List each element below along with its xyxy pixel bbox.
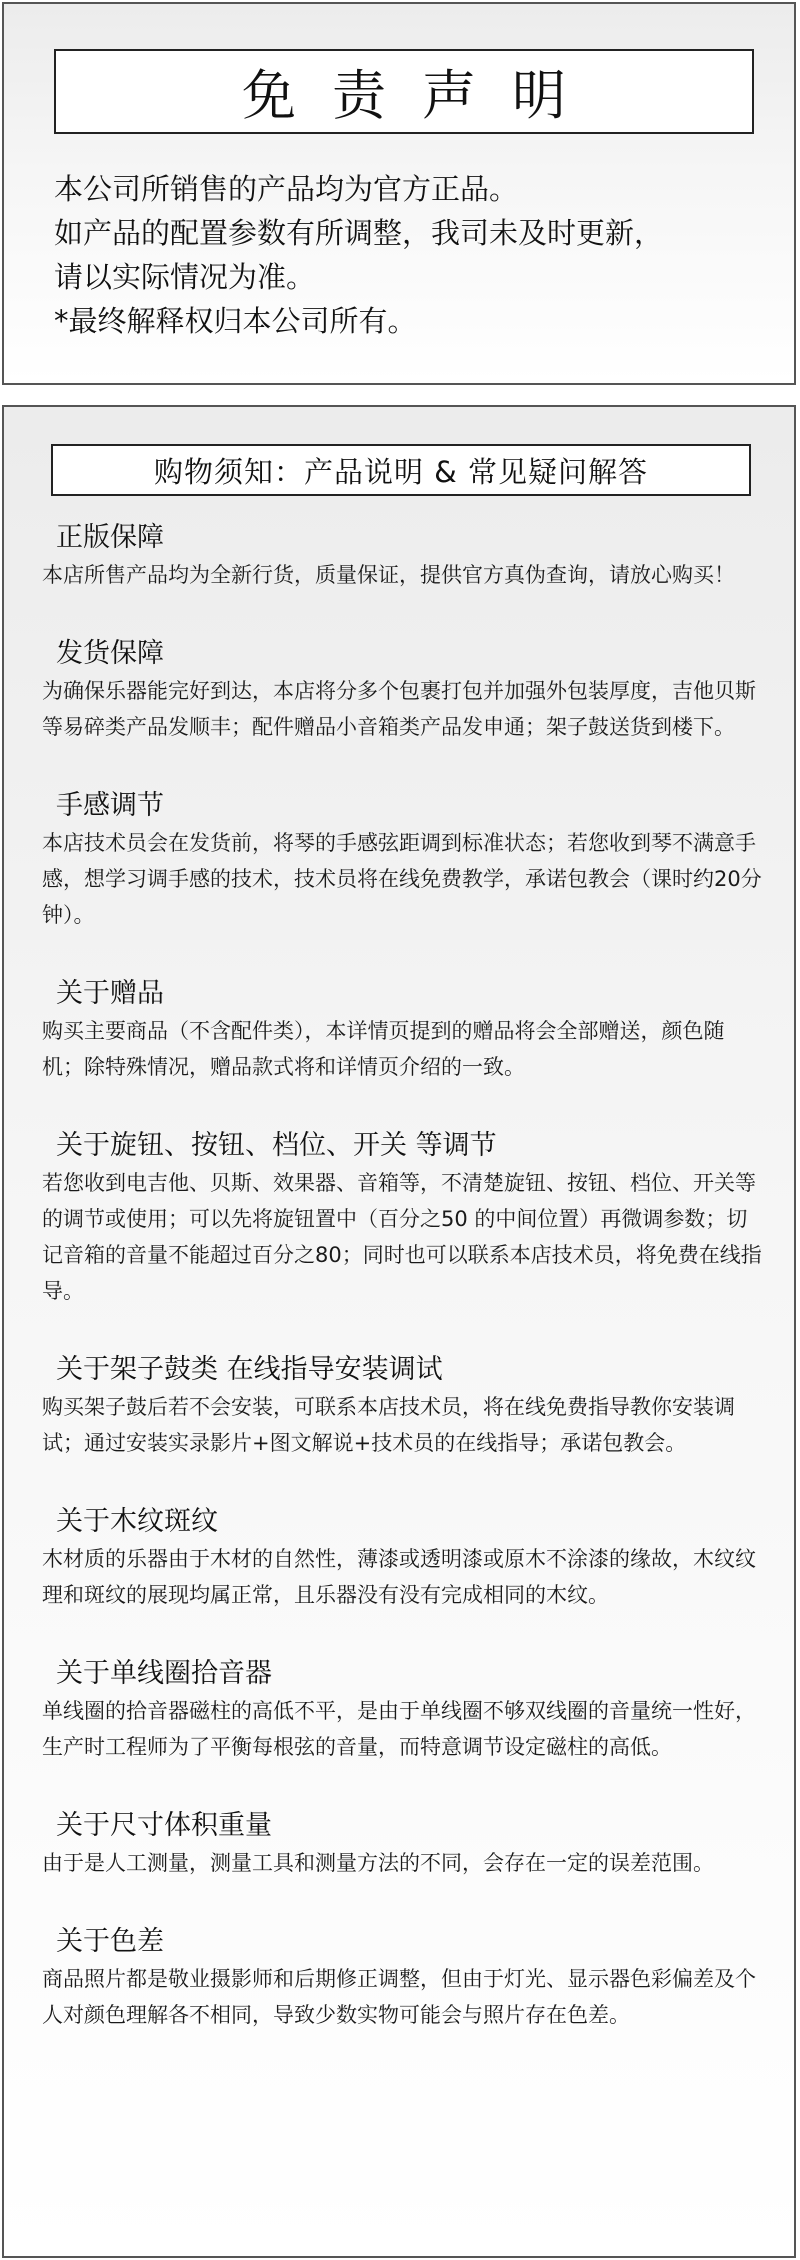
faq-item-dimensions [42, 1807, 762, 1881]
faq-heading: 关于旋钮、按钮、档位、开关 等调节 [56, 1130, 497, 1161]
faq-list [42, 519, 762, 2075]
faq-text: 本店技术员会在发货前，将琴的手感弦距调到标准状态；若您收到琴不满意手感，想学习调手感的技术，技术员将在线免费教学，承诺包教会（课时约20分钟）。 [42, 831, 762, 927]
faq-item-setup [42, 787, 762, 933]
faq-heading: 关于赠品 [56, 978, 164, 1009]
faq-text: 单线圈的拾音器磁柱的高低不平，是由于单线圈不够双线圈的音量统一性好，生产时工程师为了平衡每根弦的音量，而特意调节设定磁柱的高低。 [42, 1699, 756, 1759]
faq-text: 木材质的乐器由于木材的自然性，薄漆或透明漆或原木不涂漆的缘故，木纹纹理和斑纹的展现均属正常，且乐器没有没有完成相同的木纹。 [42, 1547, 756, 1607]
faq-title-box [51, 444, 751, 496]
faq-item-drum-install [42, 1351, 762, 1461]
faq-item-shipping [42, 635, 762, 745]
disclaimer-body [54, 167, 774, 343]
faq-item-authenticity [42, 519, 762, 593]
disclaimer-line: 如产品的配置参数有所调整，我司未及时更新， [54, 216, 664, 250]
disclaimer-title: 免责声明 [242, 64, 602, 127]
faq-text: 由于是人工测量，测量工具和测量方法的不同，会存在一定的误差范围。 [42, 1851, 714, 1875]
disclaimer-line: 本公司所销售的产品均为官方正品。 [54, 172, 519, 206]
faq-heading: 关于色差 [56, 1926, 164, 1957]
faq-heading: 关于木纹斑纹 [56, 1506, 218, 1537]
disclaimer-title-box [54, 49, 754, 134]
faq-text: 本店所售产品均为全新行货，质量保证，提供官方真伪查询，请放心购买！ [42, 563, 735, 587]
faq-text: 若您收到电吉他、贝斯、效果器、音箱等，不清楚旋钮、按钮、档位、开关等的调节或使用；可以先将旋钮置中（百分之50 的中间位置）再微调参数；切记音箱的音量不能超过百分之80；同时也可以联系本店技术员，将免费在线指导。 [42, 1171, 762, 1303]
faq-item-wood-grain [42, 1503, 762, 1613]
faq-item-gifts [42, 975, 762, 1085]
disclaimer-panel [2, 2, 796, 385]
faq-item-single-coil [42, 1655, 762, 1765]
faq-heading: 手感调节 [56, 790, 164, 821]
faq-title: 购物须知：产品说明 & 常见疑问解答 [153, 454, 649, 489]
faq-heading: 关于尺寸体积重量 [56, 1810, 272, 1841]
faq-text: 商品照片都是敬业摄影师和后期修正调整，但由于灯光、显示器色彩偏差及个人对颜色理解各不相同，导致少数实物可能会与照片存在色差。 [42, 1967, 756, 2027]
disclaimer-line: *最终解释权归本公司所有。 [54, 304, 417, 338]
faq-item-controls [42, 1127, 762, 1309]
faq-heading: 关于架子鼓类 在线指导安装调试 [56, 1354, 443, 1385]
faq-panel [2, 405, 796, 2258]
faq-text: 为确保乐器能完好到达，本店将分多个包裹打包并加强外包装厚度，吉他贝斯等易碎类产品发顺丰；配件赠品小音箱类产品发申通；架子鼓送货到楼下。 [42, 679, 756, 739]
disclaimer-line: 请以实际情况为准。 [54, 260, 316, 294]
faq-heading: 发货保障 [56, 638, 164, 669]
faq-item-color-difference [42, 1923, 762, 2033]
faq-text: 购买架子鼓后若不会安装，可联系本店技术员，将在线免费指导教你安装调试；通过安装实录影片+图文解说+技术员的在线指导；承诺包教会。 [42, 1395, 735, 1455]
faq-heading: 正版保障 [56, 522, 164, 553]
faq-text: 购买主要商品（不含配件类），本详情页提到的赠品将会全部赠送，颜色随机；除特殊情况，赠品款式将和详情页介绍的一致。 [42, 1019, 725, 1079]
faq-heading: 关于单线圈拾音器 [56, 1658, 272, 1689]
